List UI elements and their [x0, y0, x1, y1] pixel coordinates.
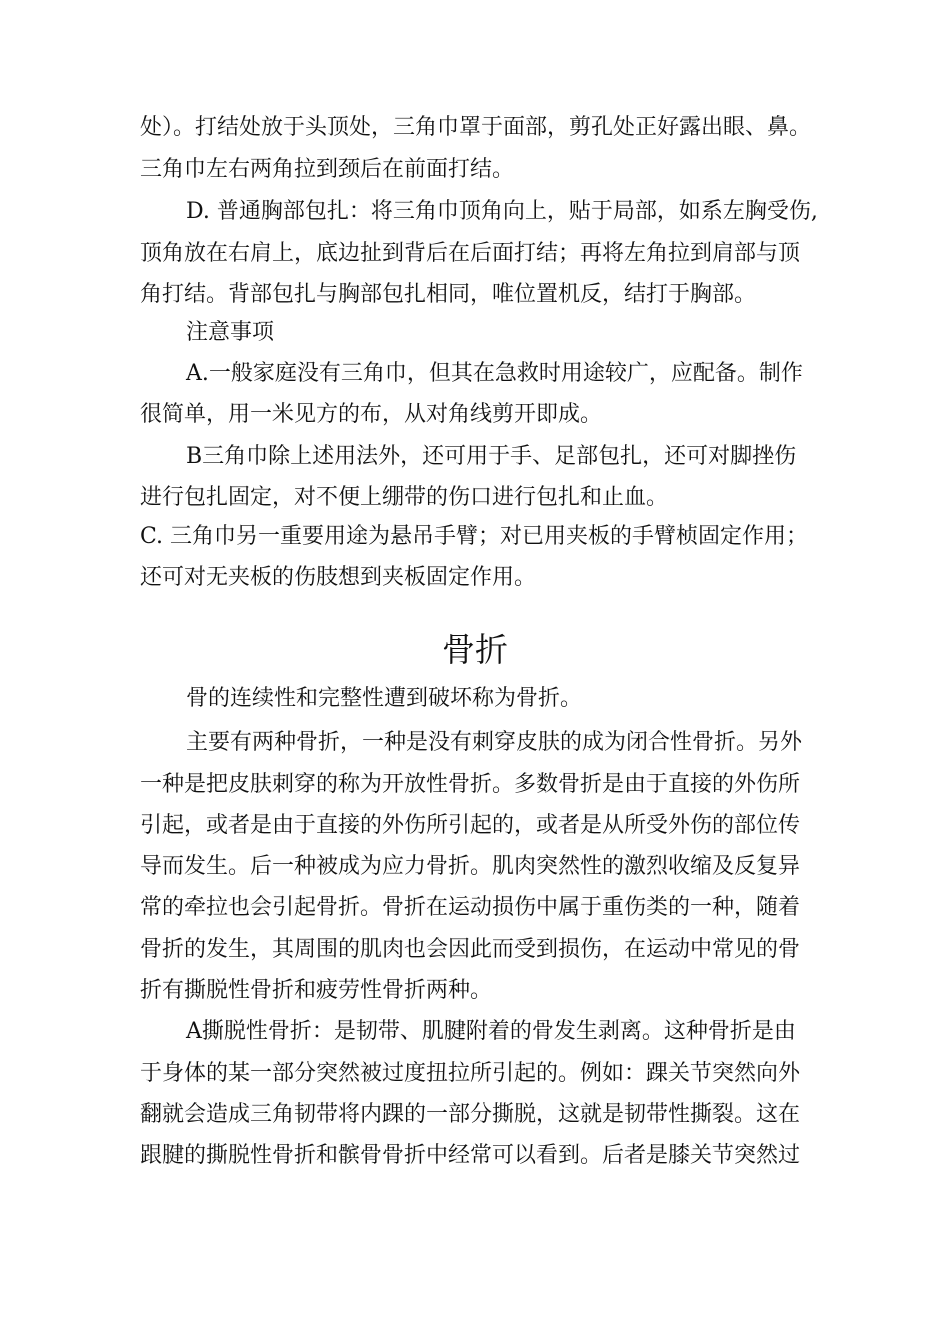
paragraph-line: 处）。打结处放于头顶处，三角巾罩于面部，剪孔处正好露出眼、鼻。 — [140, 115, 812, 140]
paragraph-line: 引起，或者是由于直接的外伤所引起的，或者是从所受外伤的部位传 — [140, 813, 801, 838]
paragraph-line: 骨的连续性和完整性遭到破坏称为骨折。 — [186, 686, 583, 711]
paragraph-line: 一种是把皮肤刺穿的称为开放性骨折。多数骨折是由于直接的外伤所 — [140, 772, 801, 797]
paragraph-line: 顶角放在右肩上，底边扯到背后在后面打结；再将左角拉到肩部与顶 — [140, 241, 801, 266]
paragraph-line: 很简单，用一米见方的布，从对角线剪开即成。 — [140, 402, 603, 427]
paragraph-line: 折有撕脱性骨折和疲劳性骨折两种。 — [140, 978, 493, 1003]
paragraph-line: 翻就会造成三角韧带将内踝的一部分撕脱，这就是韧带性撕裂。这在 — [140, 1102, 801, 1127]
paragraph-line: 骨折的发生，其周围的肌肉也会因此而受到损伤，在运动中常见的骨 — [140, 937, 801, 962]
paragraph-line: A.一般家庭没有三角巾，但其在急救时用途较广，应配备。制作 — [186, 361, 803, 386]
paragraph-line: 导而发生。后一种被成为应力骨折。肌肉突然性的激烈收缩及反复异 — [140, 854, 801, 879]
paragraph-line: A撕脱性骨折：是韧带、肌腱附着的骨发生剥离。这种骨折是由 — [186, 1019, 796, 1044]
section-title: 骨折 — [442, 630, 508, 669]
subheading: 注意事项 — [186, 320, 275, 345]
paragraph-line: 还可对无夹板的伤肢想到夹板固定作用。 — [140, 565, 537, 590]
paragraph-line: 跟腱的撕脱性骨折和髌骨骨折中经常可以看到。后者是膝关节突然过 — [140, 1143, 801, 1168]
paragraph-line: 角打结。背部包扎与胸部包扎相同，唯位置机反，结打于胸部。 — [140, 282, 757, 307]
paragraph-line: 三角巾左右两角拉到颈后在前面打结。 — [140, 157, 515, 182]
paragraph-line: C. 三角巾另一重要用途为悬吊手臂；对已用夹板的手臂桢固定作用； — [140, 524, 809, 549]
paragraph-line: B三角巾除上述用法外，还可用于手、足部包扎，还可对脚挫伤 — [186, 444, 797, 469]
paragraph-line: 于身体的某一部分突然被过度扭拉所引起的。例如：踝关节突然向外 — [140, 1061, 801, 1086]
paragraph-line: 主要有两种骨折，一种是没有刺穿皮肤的成为闭合性骨折。另外 — [186, 730, 803, 755]
paragraph-line: 常的牵拉也会引起骨折。骨折在运动损伤中属于重伤类的一种，随着 — [140, 895, 801, 920]
paragraph-line: 进行包扎固定，对不便上绷带的伤口进行包扎和止血。 — [140, 485, 669, 510]
paragraph-line: D. 普通胸部包扎：将三角巾顶角向上，贴于局部，如系左胸受伤, — [186, 199, 818, 224]
